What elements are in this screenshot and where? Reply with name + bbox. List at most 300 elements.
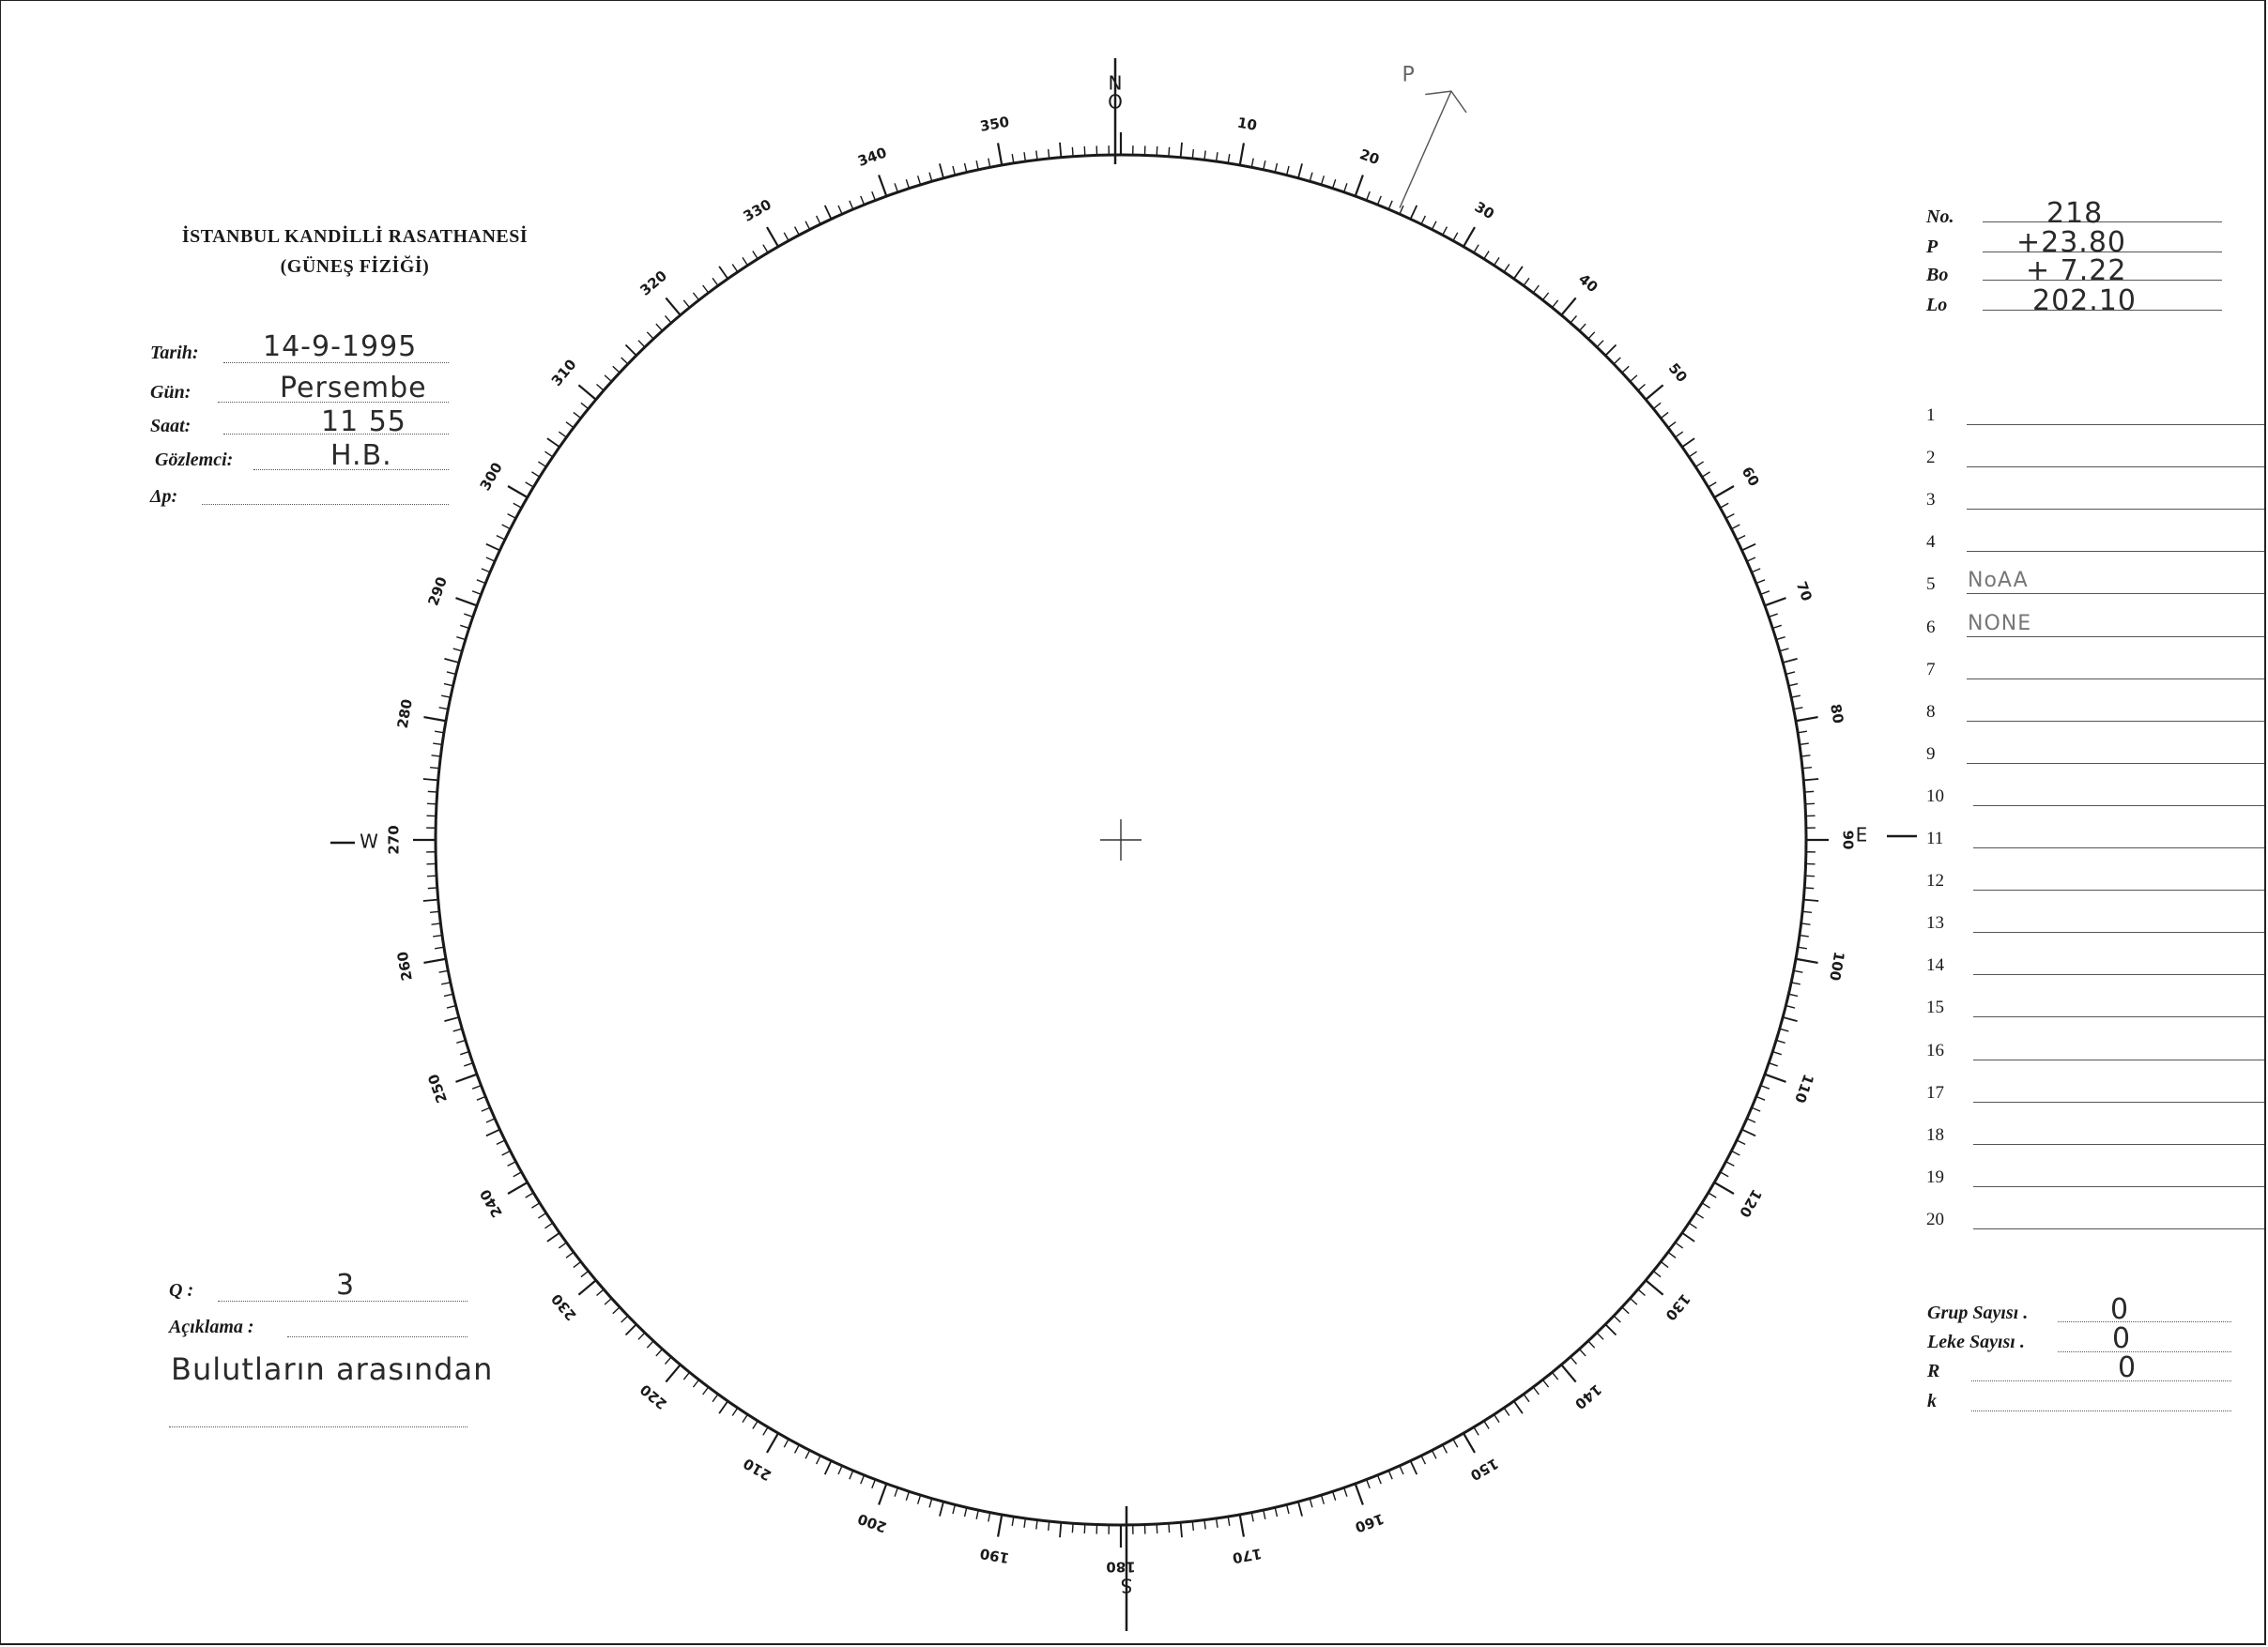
degree-tick [1772, 1052, 1782, 1055]
center-crosshair [1100, 819, 1142, 861]
degree-label: 70 [1792, 579, 1816, 603]
degree-tick [1803, 900, 1818, 901]
degree-tick [1731, 525, 1739, 529]
degree-tick [1676, 432, 1683, 437]
delta-p-label: Δp: [150, 486, 178, 507]
degree-tick [1251, 159, 1253, 168]
degree-tick [1661, 412, 1668, 418]
degree-label: 40 [1575, 270, 1601, 297]
degree-tick [940, 163, 943, 177]
degree-tick [895, 183, 897, 191]
degree-label: 120 [1736, 1186, 1766, 1221]
degree-tick [753, 1421, 758, 1428]
degree-label: 90 [1839, 830, 1857, 850]
degree-tick [1747, 1119, 1755, 1122]
degree-tick [953, 1504, 955, 1514]
degree-tick [1024, 1518, 1025, 1528]
degree-tick [1484, 1421, 1489, 1428]
degree-tick [1084, 146, 1085, 156]
degree-tick [1356, 175, 1363, 196]
degree-label: 310 [547, 356, 580, 389]
degree-tick [1356, 1484, 1363, 1505]
degree-tick [1785, 1006, 1795, 1008]
degree-tick [472, 591, 481, 595]
degree-tick [460, 625, 469, 628]
degree-tick [581, 403, 589, 408]
degree-tick [460, 1052, 469, 1055]
degree-tick [732, 265, 738, 272]
degree-tick [444, 659, 458, 663]
grup-sayisi-value[interactable]: 0 [2110, 1293, 2130, 1326]
degree-tick [817, 216, 820, 224]
row-number: 8 [1926, 701, 1936, 722]
saat-label: Saat: [150, 416, 192, 436]
degree-tick [940, 1502, 943, 1516]
degree-tick [531, 1203, 539, 1208]
degree-tick [1344, 183, 1347, 191]
institute-header [148, 221, 561, 282]
degree-tick [428, 888, 437, 889]
degree-tick [1801, 923, 1811, 924]
degree-tick [597, 385, 605, 391]
degree-tick [1805, 876, 1815, 877]
degree-tick [545, 1223, 553, 1228]
degree-tick [1772, 625, 1782, 628]
delta-p-line [202, 504, 449, 505]
degree-tick [1804, 791, 1814, 792]
degree-tick [1776, 1040, 1785, 1043]
degree-tick [1228, 1517, 1230, 1526]
degree-tick [1689, 1223, 1696, 1228]
degree-tick [605, 1298, 611, 1304]
degree-tick [423, 900, 438, 901]
degree-tick [472, 1086, 481, 1090]
no-label: No. [1926, 206, 1954, 227]
degree-tick [763, 1427, 768, 1436]
degree-label: 160 [1353, 1509, 1387, 1536]
degree-tick [795, 1445, 800, 1454]
row-number: 3 [1926, 490, 1936, 511]
degree-tick [1765, 1075, 1786, 1082]
bo-label: Bo [1926, 265, 1949, 285]
degree-tick [435, 731, 444, 733]
south-label: S [1120, 1574, 1133, 1597]
degree-tick [1597, 341, 1603, 347]
degree-tick [1264, 1510, 1265, 1519]
degree-tick [1367, 191, 1371, 200]
degree-tick [621, 358, 628, 364]
row-number: 15 [1926, 998, 1944, 1018]
degree-tick [666, 297, 680, 314]
degree-tick [444, 994, 453, 996]
degree-tick [447, 672, 456, 674]
degree-tick [767, 227, 778, 247]
degree-tick [1240, 1515, 1244, 1537]
degree-tick [1400, 1466, 1403, 1474]
department-name: (GÜNEŞ FİZİĞİ) [280, 256, 430, 277]
degree-tick [513, 503, 522, 508]
p-label: P [1926, 236, 1939, 257]
degree-tick [743, 257, 747, 265]
degree-label: 260 [393, 950, 416, 983]
degree-tick [1432, 221, 1436, 230]
degree-label: 110 [1790, 1072, 1817, 1106]
degree-tick [538, 1213, 545, 1218]
degree-tick [1333, 179, 1336, 189]
degree-tick [1217, 1518, 1218, 1528]
degree-tick [850, 1471, 853, 1479]
p-arrow-line [1400, 91, 1451, 207]
degree-tick [508, 486, 528, 497]
degree-tick [1333, 1491, 1336, 1501]
degree-tick [1804, 888, 1814, 889]
degree-label: 200 [855, 1509, 889, 1536]
degree-tick [1605, 344, 1616, 355]
degree-tick [1752, 569, 1760, 572]
degree-tick [1060, 143, 1061, 158]
degree-tick [1561, 297, 1575, 314]
degree-tick [477, 1096, 485, 1100]
degree-tick [872, 191, 876, 200]
degree-tick [1747, 557, 1755, 561]
degree-tick [1192, 149, 1193, 159]
row-line [1967, 551, 2264, 552]
degree-tick [1310, 1499, 1312, 1508]
degree-label: 80 [1827, 702, 1847, 725]
degree-tick [502, 1151, 511, 1155]
degree-tick [1514, 267, 1523, 279]
degree-tick [1169, 147, 1170, 157]
degree-tick [1737, 536, 1745, 540]
degree-tick [578, 385, 595, 399]
degree-tick [1800, 936, 1809, 937]
degree-tick [1463, 227, 1475, 247]
degree-tick [1726, 1162, 1735, 1167]
row-entry[interactable]: NONE [1968, 611, 2032, 635]
bo-value[interactable]: + 7.22 [2026, 254, 2127, 287]
degree-tick [1783, 1017, 1797, 1021]
degree-tick [1432, 1450, 1436, 1458]
degree-tick [988, 159, 990, 168]
degree-tick [1504, 1408, 1509, 1415]
degree-tick [1689, 451, 1696, 457]
degree-tick [439, 970, 449, 972]
degree-tick [1072, 147, 1073, 157]
degree-label: 340 [855, 144, 889, 171]
degree-tick [1217, 152, 1218, 161]
degree-label: 30 [1471, 198, 1497, 223]
degree-tick [1524, 278, 1529, 285]
degree-tick [1204, 151, 1205, 160]
row-line [1973, 805, 2264, 806]
row-number: 13 [1926, 913, 1944, 934]
degree-tick [435, 947, 444, 949]
row-line [1967, 636, 2264, 637]
degree-tick [838, 206, 842, 214]
degree-label: 330 [740, 195, 774, 225]
degree-tick [1780, 648, 1789, 651]
row-line [1973, 1144, 2264, 1145]
row-line [1967, 466, 2264, 467]
gun-value[interactable]: Persembe [280, 372, 427, 404]
degree-tick [566, 1252, 574, 1258]
degree-tick [1785, 672, 1795, 674]
degree-tick [423, 717, 446, 721]
degree-tick [1796, 717, 1818, 721]
row-line [1967, 424, 2264, 425]
degree-tick [918, 1495, 921, 1504]
degree-tick [861, 1475, 865, 1484]
degree-tick [578, 1280, 595, 1294]
degree-label: 250 [424, 1072, 452, 1106]
degree-tick [1702, 472, 1709, 477]
degree-tick [713, 278, 718, 285]
q-value[interactable]: 3 [336, 1269, 356, 1302]
degree-tick [895, 1487, 897, 1496]
degree-tick [1638, 385, 1646, 391]
degree-tick [1579, 1349, 1586, 1355]
degree-tick [719, 267, 728, 279]
degree-tick [1801, 755, 1811, 756]
degree-tick [526, 1193, 534, 1197]
grup-sayisi-line [2058, 1321, 2231, 1322]
degree-tick [613, 1307, 620, 1314]
tarih-value[interactable]: 14-9-1995 [263, 330, 418, 363]
r-value[interactable]: 0 [2118, 1351, 2138, 1384]
degree-tick [1798, 947, 1807, 949]
degree-tick [825, 1461, 832, 1475]
degree-tick [1802, 768, 1812, 769]
degree-tick [1794, 970, 1803, 972]
degree-tick [1653, 1271, 1661, 1276]
degree-tick [497, 1140, 505, 1144]
degree-tick [1443, 1445, 1448, 1454]
degree-tick [502, 525, 511, 529]
degree-tick [477, 580, 485, 584]
degree-tick [581, 1271, 589, 1276]
degree-tick [1765, 598, 1786, 605]
degree-tick [703, 285, 709, 293]
degree-tick [1524, 1395, 1529, 1402]
leke-sayisi-value[interactable]: 0 [2112, 1322, 2132, 1355]
degree-tick [605, 375, 611, 382]
row-number: 18 [1926, 1124, 1944, 1145]
degree-tick [430, 911, 439, 912]
row-line [1967, 509, 2264, 510]
degree-tick [805, 1450, 810, 1458]
degree-tick [1298, 163, 1302, 177]
degree-tick [1571, 316, 1577, 324]
row-number: 2 [1926, 448, 1936, 468]
degree-tick [1514, 1401, 1523, 1413]
p-value[interactable]: +23.80 [2016, 226, 2127, 259]
no-value[interactable]: 218 [2046, 197, 2104, 230]
degree-tick [647, 332, 653, 339]
degree-tick [1638, 1289, 1646, 1296]
degree-tick [1463, 1433, 1475, 1453]
p-marker-label: P [1402, 63, 1415, 87]
degree-tick [1695, 462, 1703, 466]
degree-tick [929, 173, 932, 182]
degree-tick [838, 1466, 842, 1474]
degree-tick [638, 1333, 645, 1339]
degree-label: 280 [393, 697, 416, 730]
degree-tick [1542, 293, 1548, 300]
degree-tick [998, 143, 1002, 165]
degree-label: 240 [476, 1186, 506, 1221]
degree-tick [805, 221, 810, 230]
degree-tick [825, 206, 832, 220]
degree-tick [1668, 1252, 1676, 1258]
degree-tick [613, 366, 620, 373]
degree-tick [1714, 1182, 1734, 1194]
degree-tick [1542, 1380, 1548, 1387]
degree-tick [1287, 1504, 1289, 1514]
leke-sayisi-line [2058, 1351, 2231, 1352]
degree-tick [656, 1349, 663, 1355]
degree-tick [1761, 1086, 1770, 1090]
degree-tick [1726, 514, 1735, 519]
degree-tick [441, 983, 451, 984]
degree-tick [1411, 1461, 1418, 1475]
degree-tick [486, 544, 500, 551]
degree-label: 170 [1231, 1545, 1264, 1567]
degree-tick [423, 779, 438, 780]
row-number: 5 [1926, 574, 1936, 595]
degree-tick [683, 300, 689, 308]
degree-tick [508, 514, 516, 519]
degree-tick [1588, 1341, 1595, 1348]
degree-tick [1181, 1522, 1182, 1537]
degree-tick [1310, 173, 1312, 182]
degree-tick [433, 743, 442, 744]
degree-label: 320 [636, 267, 670, 299]
row-line [1973, 1228, 2264, 1229]
degree-tick [1192, 1521, 1193, 1531]
degree-tick [508, 1182, 528, 1194]
degree-tick [1682, 1233, 1694, 1242]
row-entry[interactable]: NoAA [1968, 569, 2029, 593]
degree-tick [1504, 265, 1509, 272]
degree-tick [976, 160, 978, 170]
degree-tick [656, 324, 663, 330]
degree-tick [1264, 160, 1265, 170]
tarih-label: Tarih: [150, 343, 199, 363]
cardinal-axis-marks [330, 58, 1917, 1631]
degree-tick [1036, 1520, 1037, 1530]
degree-tick [1453, 233, 1458, 241]
degree-tick [464, 1063, 472, 1066]
degree-tick [1240, 143, 1244, 165]
degree-tick [638, 341, 645, 347]
degree-tick [732, 1408, 738, 1415]
degree-tick [1702, 1203, 1709, 1208]
degree-label: 190 [978, 1545, 1011, 1567]
degree-tick [1377, 196, 1381, 205]
degree-tick [1622, 366, 1629, 373]
degree-tick [486, 557, 495, 561]
degree-tick [1494, 257, 1499, 265]
degree-tick [753, 251, 758, 258]
degree-tick [1321, 1495, 1324, 1504]
degree-tick [1742, 544, 1756, 551]
degree-tick [906, 179, 909, 189]
degree-tick [1761, 591, 1770, 595]
degree-tick [566, 422, 574, 428]
degree-tick [1709, 482, 1717, 487]
degree-tick [1646, 385, 1663, 399]
degree-tick [1443, 227, 1448, 236]
degree-tick [1251, 1513, 1253, 1522]
degree-tick [1571, 1357, 1577, 1365]
gozlemci-value[interactable]: H.B. [330, 439, 392, 472]
degree-tick [559, 432, 566, 437]
aciklama-value[interactable]: Bulutların arasından [171, 1351, 494, 1387]
degree-tick [906, 1491, 909, 1501]
degree-tick [1798, 731, 1807, 733]
degree-tick [1695, 1213, 1703, 1218]
degree-tick [486, 1130, 500, 1136]
degree-tick [1769, 614, 1777, 617]
degree-tick [1579, 324, 1586, 330]
lo-value[interactable]: 202.10 [2032, 284, 2137, 317]
degree-tick [464, 614, 472, 617]
degree-tick [743, 1414, 747, 1422]
degree-tick [1012, 154, 1014, 163]
degree-tick [1630, 1298, 1636, 1304]
degree-tick [1752, 1107, 1760, 1111]
degree-tick [1411, 206, 1418, 220]
degree-tick [1388, 201, 1392, 209]
r-label: R [1927, 1361, 1940, 1381]
degree-tick [1597, 1333, 1603, 1339]
degree-tick [703, 1387, 709, 1395]
degree-tick [1788, 994, 1798, 996]
aciklama-label: Açıklama : [169, 1317, 254, 1337]
degree-label: 130 [1662, 1290, 1694, 1324]
degree-tick [559, 1243, 566, 1248]
row-line [1973, 1186, 2264, 1187]
degree-tick [767, 1433, 778, 1453]
row-number: 16 [1926, 1040, 1944, 1060]
degree-tick [625, 344, 636, 355]
aciklama-line-2 [169, 1426, 467, 1427]
saat-value[interactable]: 11 55 [321, 405, 406, 438]
degree-tick [433, 936, 442, 937]
degree-tick [441, 695, 451, 697]
degree-tick [545, 451, 553, 457]
degree-tick [1533, 1387, 1539, 1395]
degree-tick [1605, 1324, 1616, 1334]
degree-tick [482, 1107, 490, 1111]
degree-label: 270 [385, 825, 403, 855]
degree-tick [1668, 422, 1676, 428]
row-line [1973, 1016, 2264, 1017]
degree-tick [428, 791, 437, 792]
degree-tick [1737, 1140, 1745, 1144]
degree-tick [439, 708, 449, 709]
degree-tick [1012, 1517, 1014, 1526]
degree-tick [1298, 1502, 1302, 1516]
degree-tick [456, 637, 466, 640]
degree-tick [1367, 1480, 1371, 1488]
degree-tick [1805, 803, 1815, 804]
gun-label: Gün: [150, 382, 192, 403]
row-line [1967, 721, 2264, 722]
degree-tick [1794, 708, 1803, 709]
degree-tick [1344, 1487, 1347, 1496]
degree-tick [1709, 1193, 1717, 1197]
